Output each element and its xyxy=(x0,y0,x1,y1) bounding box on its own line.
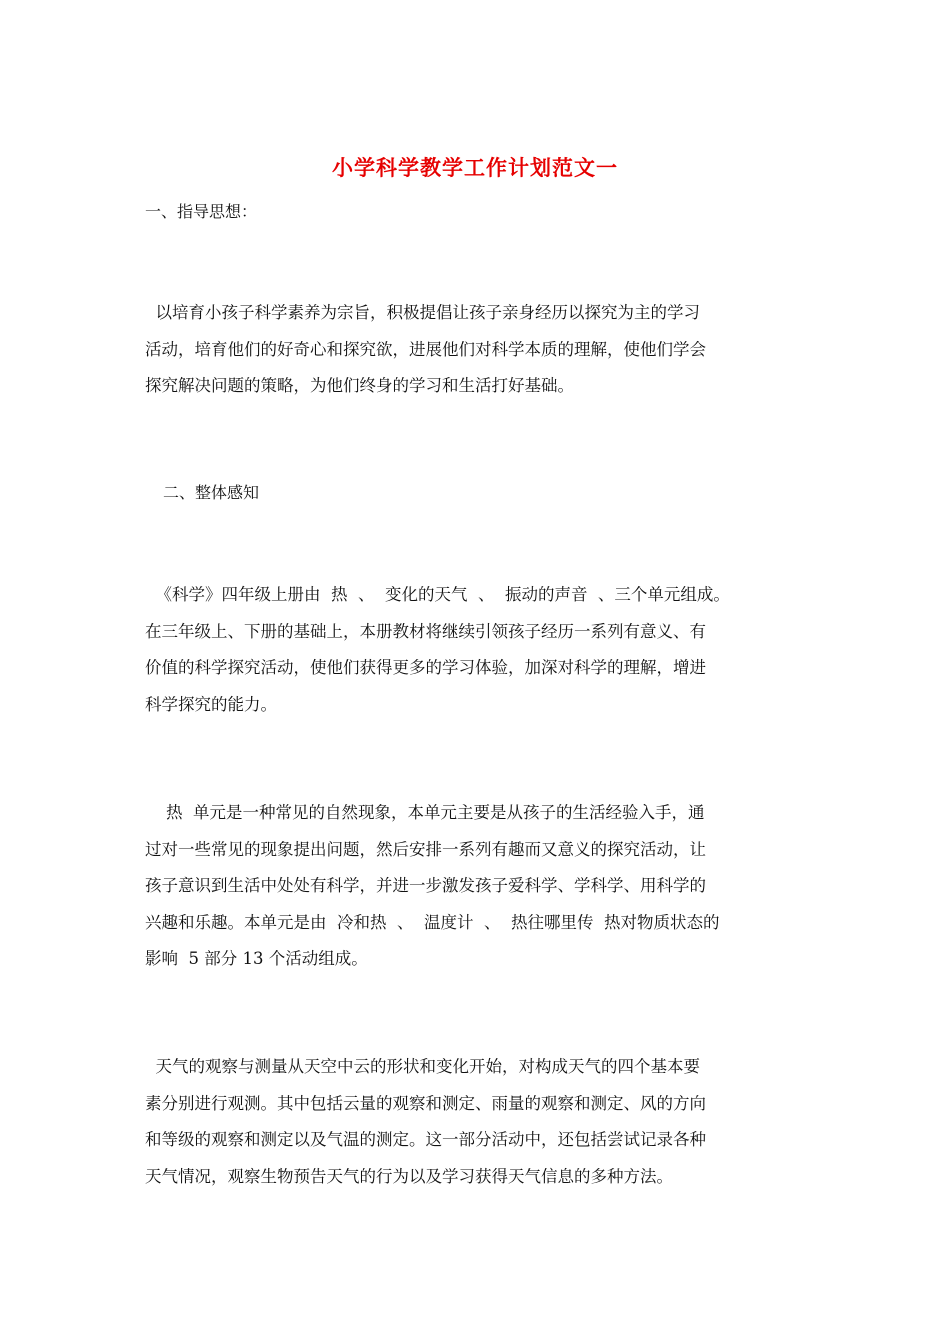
paragraph-guiding-ideology xyxy=(145,295,815,405)
paragraph-line: 探究解决问题的策略，为他们终身的学习和生活打好基础。 xyxy=(145,376,574,395)
paragraph-line: 天气情况，观察生物预告天气的行为以及学习获得天气信息的多种方法。 xyxy=(145,1166,673,1186)
paragraph-line: 活动，培育他们的好奇心和探究欲，进展他们对科学本质的理解，使他们学会 xyxy=(145,339,706,359)
paragraph-line: 和等级的观察和测定以及气温的测定。这一部分活动中，还包括尝试记录各种 xyxy=(145,1130,706,1149)
paragraph-heat-unit xyxy=(145,795,815,978)
paragraph-weather-unit xyxy=(145,1049,815,1195)
paragraph-line: 素分别进行观测。其中包括云量的观察和测定、雨量的观察和测定、风的方向 xyxy=(145,1093,706,1113)
paragraph-line: 科学探究的能力。 xyxy=(145,694,277,714)
paragraph-line: 影响 5 部分 13 个活动组成。 xyxy=(145,949,368,968)
paragraph-line: 天气的观察与测量从天空中云的形状和变化开始，对构成天气的四个基本要 xyxy=(145,1057,700,1076)
paragraph-line: 孩子意识到生活中处处有科学，并进一步激发孩子爱科学、学科学、用科学的 xyxy=(145,876,706,895)
paragraph-line: 过对一些常见的现象提出问题，然后安排一系列有趣而又意义的探究活动，让 xyxy=(145,839,706,859)
section-heading-guiding-ideology: 一、指导思想： xyxy=(145,202,258,221)
section-heading-overall-perception: 二、整体感知 xyxy=(163,483,260,502)
paragraph-line: 以培育小孩子科学素养为宗旨，积极提倡让孩子亲身经历以探究为主的学习 xyxy=(145,303,700,322)
document-title: 小学科学教学工作计划范文一 xyxy=(332,155,618,180)
paragraph-line: 兴趣和乐趣。本单元是由 冷和热 、 温度计 、 热往哪里传 热对物质状态的 xyxy=(145,912,720,932)
paragraph-line: 热 单元是一种常见的自然现象，本单元主要是从孩子的生活经验入手，通 xyxy=(145,803,705,822)
paragraph-overview xyxy=(145,577,815,723)
paragraph-line: 《科学》四年级上册由 热 、 变化的天气 、 振动的声音 、三个单元组成。 xyxy=(145,585,730,604)
paragraph-line: 在三年级上、下册的基础上，本册教材将继续引领孩子经历一系列有意义、有 xyxy=(145,621,706,641)
paragraph-line: 价值的科学探究活动，使他们获得更多的学习体验，加深对科学的理解，增进 xyxy=(145,658,706,677)
